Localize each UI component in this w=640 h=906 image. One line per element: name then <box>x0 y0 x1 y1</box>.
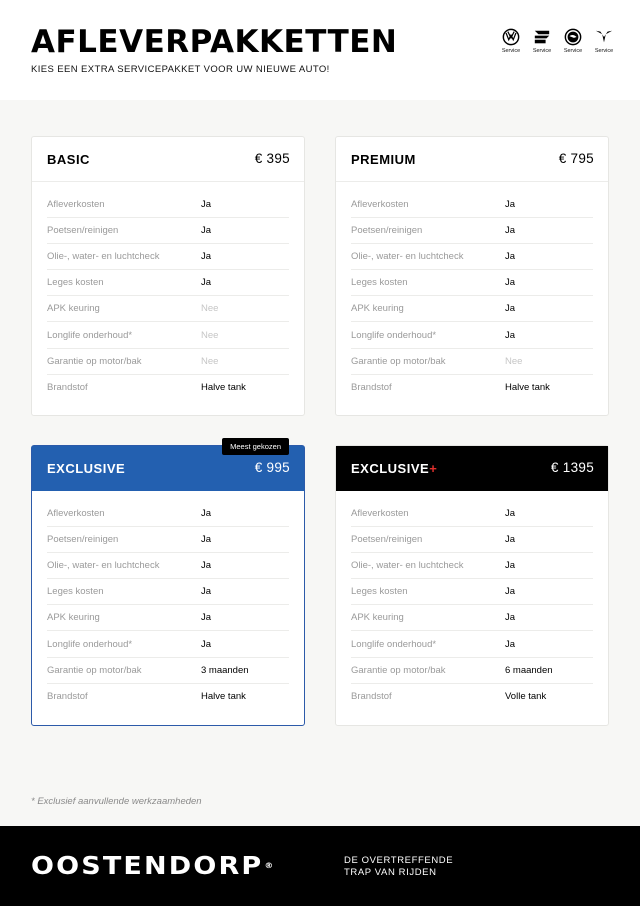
page-subtitle: KIES EEN EXTRA SERVICEPAKKET VOOR UW NIEUWE AUTO! <box>31 64 330 75</box>
feature-row <box>47 218 289 244</box>
brand-skoda-label: Service <box>563 48 583 54</box>
brand-seat <box>532 28 552 54</box>
feature-label: Longlife onderhoud* <box>47 329 133 341</box>
feature-label: Olie-, water- en luchtcheck <box>47 560 160 572</box>
feature-label: Garantie op motor/bak <box>351 355 446 367</box>
feature-row <box>351 375 593 401</box>
feature-label: Poetsen/reinigen <box>351 225 423 237</box>
feature-value: Ja <box>505 251 516 263</box>
feature-row <box>351 631 593 657</box>
package-name-text: EXCLUSIVE <box>351 461 430 476</box>
feature-label: Poetsen/reinigen <box>351 534 423 546</box>
feature-row <box>351 527 593 553</box>
tagline-line-1: DE OVERTREFFENDE <box>344 855 454 866</box>
feature-row <box>47 375 289 401</box>
feature-row <box>351 658 593 684</box>
tagline-line-2: TRAP VAN RIJDEN <box>344 867 437 878</box>
package-name: BASIC <box>47 152 90 167</box>
feature-value: Halve tank <box>201 382 246 394</box>
brand-skoda <box>563 28 583 54</box>
feature-label: APK keuring <box>47 303 100 315</box>
package-price: € 995 <box>254 460 290 475</box>
feature-value: Ja <box>505 612 516 624</box>
package-name: PREMIUM <box>351 152 416 167</box>
feature-row <box>47 631 289 657</box>
feature-label: Longlife onderhoud* <box>351 638 437 650</box>
feature-label: Afleverkosten <box>351 508 409 520</box>
feature-value: Ja <box>201 534 212 546</box>
feature-label: Brandstof <box>47 691 88 703</box>
package-features <box>32 491 304 710</box>
feature-label: Olie-, water- en luchtcheck <box>47 251 160 263</box>
feature-label: APK keuring <box>47 612 100 624</box>
skoda-logo-icon <box>564 28 582 46</box>
feature-value: Halve tank <box>505 382 550 394</box>
feature-value: Ja <box>505 560 516 572</box>
logo-text: OOSTENDORP <box>31 851 264 880</box>
feature-value: Ja <box>201 277 212 289</box>
feature-row <box>351 322 593 348</box>
feature-row <box>47 527 289 553</box>
feature-label: Afleverkosten <box>47 199 105 211</box>
feature-row <box>351 192 593 218</box>
package-header <box>336 137 608 182</box>
feature-value: Nee <box>201 303 219 315</box>
feature-value: Nee <box>505 355 523 367</box>
feature-value: Ja <box>201 199 212 211</box>
feature-label: Garantie op motor/bak <box>351 664 446 676</box>
feature-row <box>47 296 289 322</box>
oostendorp-logo <box>31 852 275 880</box>
package-features <box>336 491 608 710</box>
feature-value: Ja <box>505 199 516 211</box>
feature-row <box>47 192 289 218</box>
brand-vw <box>501 28 521 54</box>
tagline <box>344 855 453 879</box>
feature-value: Halve tank <box>201 691 246 703</box>
feature-row <box>47 684 289 710</box>
feature-value: Ja <box>505 534 516 546</box>
package-price: € 795 <box>558 151 594 166</box>
package-header <box>32 137 304 182</box>
feature-value: Ja <box>505 508 516 520</box>
feature-row <box>47 349 289 375</box>
feature-row <box>351 218 593 244</box>
feature-value: Nee <box>201 329 219 341</box>
feature-row <box>47 605 289 631</box>
cupra-logo-icon <box>595 28 613 46</box>
feature-value: Ja <box>505 638 516 650</box>
feature-label: Brandstof <box>47 382 88 394</box>
feature-label: Garantie op motor/bak <box>47 355 142 367</box>
registered-mark: ® <box>264 861 276 870</box>
feature-value: 6 maanden <box>505 664 553 676</box>
feature-label: Longlife onderhoud* <box>47 638 133 650</box>
feature-row <box>47 322 289 348</box>
brand-cupra-label: Service <box>594 48 614 54</box>
footnote: * Exclusief aanvullende werkzaamheden <box>31 796 202 807</box>
brand-cupra <box>594 28 614 54</box>
feature-value: Ja <box>505 303 516 315</box>
feature-row <box>351 244 593 270</box>
feature-label: APK keuring <box>351 612 404 624</box>
most-chosen-badge: Meest gekozen <box>222 438 289 455</box>
package-features <box>336 182 608 401</box>
feature-label: Garantie op motor/bak <box>47 664 142 676</box>
feature-label: Afleverkosten <box>351 199 409 211</box>
feature-value: Ja <box>201 225 212 237</box>
feature-value: Volle tank <box>505 691 547 703</box>
feature-label: Leges kosten <box>47 586 104 598</box>
plus-mark: + <box>429 461 438 476</box>
feature-value: Nee <box>201 355 219 367</box>
feature-label: Poetsen/reinigen <box>47 225 119 237</box>
feature-row <box>47 244 289 270</box>
package-card-exclusive-plus <box>335 445 609 726</box>
feature-label: Leges kosten <box>351 277 408 289</box>
feature-row <box>351 270 593 296</box>
feature-row <box>351 349 593 375</box>
feature-row <box>47 658 289 684</box>
feature-label: Poetsen/reinigen <box>47 534 119 546</box>
feature-value: 3 maanden <box>201 664 249 676</box>
package-card-premium <box>335 136 609 416</box>
feature-label: Leges kosten <box>47 277 104 289</box>
feature-value: Ja <box>201 638 212 650</box>
feature-label: Olie-, water- en luchtcheck <box>351 560 464 572</box>
brand-vw-label: Service <box>501 48 521 54</box>
package-price: € 395 <box>254 151 290 166</box>
feature-row <box>47 501 289 527</box>
feature-value: Ja <box>201 586 212 598</box>
feature-row <box>47 579 289 605</box>
package-card-exclusive <box>31 442 305 726</box>
feature-row <box>351 501 593 527</box>
feature-label: Brandstof <box>351 382 392 394</box>
vw-logo-icon <box>502 28 520 46</box>
feature-value: Ja <box>505 329 516 341</box>
page-header <box>0 0 640 100</box>
feature-label: Afleverkosten <box>47 508 105 520</box>
feature-value: Ja <box>201 560 212 572</box>
feature-value: Ja <box>201 612 212 624</box>
feature-row <box>47 553 289 579</box>
feature-row <box>351 296 593 322</box>
package-features <box>32 182 304 401</box>
feature-value: Ja <box>201 251 212 263</box>
package-name: EXCLUSIVE <box>47 461 126 476</box>
package-card-basic <box>31 136 305 416</box>
feature-row <box>351 579 593 605</box>
package-price: € 1395 <box>550 460 594 475</box>
brand-logos <box>501 28 614 54</box>
feature-label: Brandstof <box>351 691 392 703</box>
feature-label: Longlife onderhoud* <box>351 329 437 341</box>
feature-label: Olie-, water- en luchtcheck <box>351 251 464 263</box>
feature-value: Ja <box>505 277 516 289</box>
page-title: AFLEVERPAKKETTEN <box>31 24 398 60</box>
feature-row <box>351 684 593 710</box>
feature-label: Leges kosten <box>351 586 408 598</box>
brand-seat-label: Service <box>532 48 552 54</box>
feature-value: Ja <box>201 508 212 520</box>
feature-row <box>351 553 593 579</box>
feature-row <box>47 270 289 296</box>
feature-label: APK keuring <box>351 303 404 315</box>
package-header <box>32 442 304 491</box>
package-header <box>336 446 608 491</box>
feature-value: Ja <box>505 225 516 237</box>
package-name <box>351 461 437 476</box>
feature-value: Ja <box>505 586 516 598</box>
page-footer <box>0 826 640 906</box>
feature-row <box>351 605 593 631</box>
seat-logo-icon <box>533 28 551 46</box>
